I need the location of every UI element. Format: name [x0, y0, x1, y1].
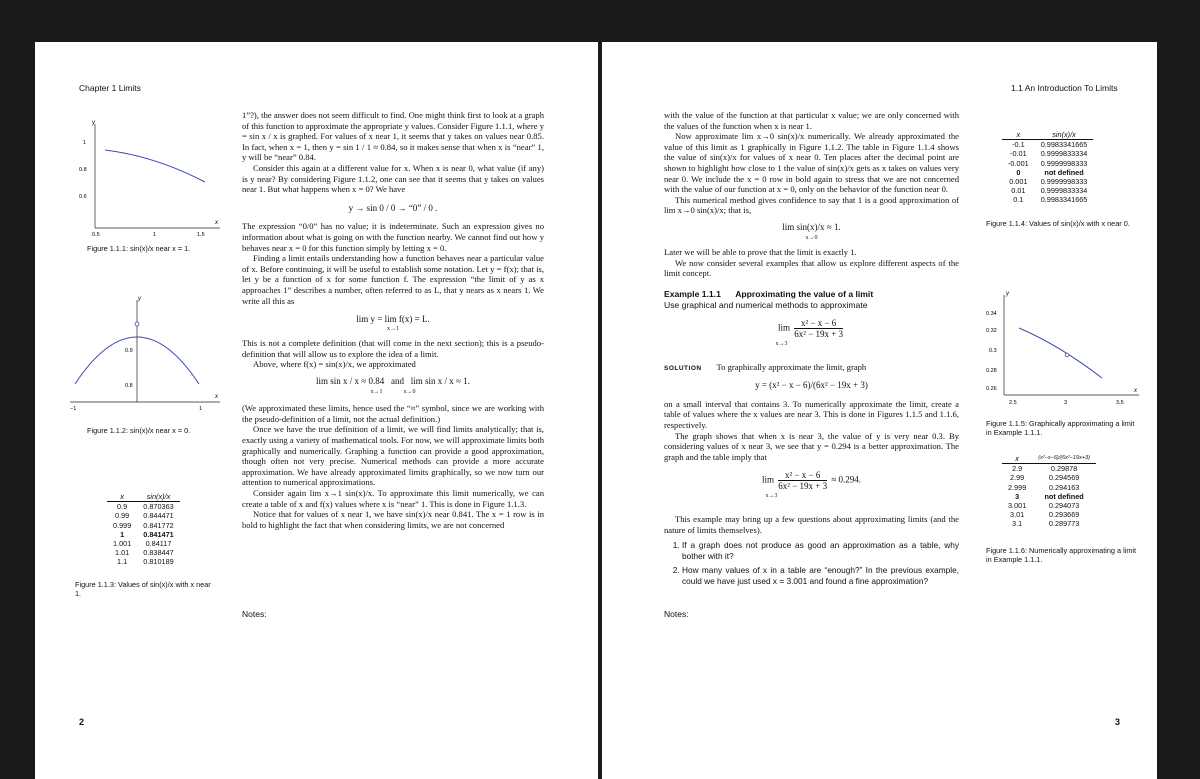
equation-text: lim sin x / x ≈ 0.84	[316, 376, 385, 387]
cell: 0.999	[113, 520, 132, 530]
ytick: 0.34	[986, 311, 997, 317]
function-curve	[1019, 328, 1102, 378]
figure-caption: Figure 1.1.1: sin(x)/x near x = 1.	[87, 244, 191, 253]
column-header: (x²−x−6)/(6x²−19x+3)	[1032, 454, 1096, 464]
xtick: −1	[70, 406, 77, 412]
cell: 3.1	[1012, 519, 1023, 529]
notes-label: Notes:	[242, 609, 267, 619]
column-header: x	[1002, 454, 1032, 464]
lim-symbol: lim	[761, 475, 774, 485]
x-axis-label: x	[1134, 388, 1137, 394]
y-axis-label: y	[138, 296, 141, 302]
x-axis-label: x	[215, 220, 218, 226]
xtick: 1.5	[197, 232, 205, 238]
cell: 0.9999998333	[1040, 158, 1088, 168]
equation-text: lim y = lim f(x) = L.	[356, 314, 430, 325]
y-axis-label: y	[1006, 291, 1009, 297]
equation-subscript: x→0	[805, 234, 818, 241]
figure-caption: Figure 1.1.5: Graphically approximating a limit in Example 1.1.1.	[986, 419, 1135, 437]
list-item: 1. If a graph does not produce as good an approximation as a table, why bother with it?	[682, 540, 959, 561]
table-header-row	[107, 492, 180, 502]
cell: 0.294163	[1048, 482, 1080, 492]
equation-text: lim sin(x)/x ≈ 1.	[782, 221, 841, 232]
values-table	[107, 492, 180, 567]
paragraph: Consider this again at a different value for x. When x is near 0, what value (if any) is y near? By considering Figure 1.1.2, one can see that it seems that y takes on values near 1. But what happens when x = 0? We have	[242, 162, 544, 195]
paragraph: The graph shows that when x is near 3, the value of y is very near 0.3. By considering values of x near 3, we see that y = 0.294 is a better approximation. The graph and the table imply that	[664, 430, 959, 462]
equation-subscript: x→0	[403, 388, 416, 395]
ytick: 0.6	[79, 194, 87, 200]
cell: 0.870363	[143, 502, 174, 512]
table-row	[1002, 140, 1093, 150]
table-row	[1002, 168, 1093, 177]
running-header: 1.1 An Introduction To Limits	[1011, 83, 1118, 93]
equation-text: lim sin x / x ≈ 1.	[410, 376, 470, 387]
equation-text: ≈ 0.294.	[831, 475, 862, 485]
cell: 0.9983341665	[1040, 195, 1088, 205]
column-header: sin(x)/x	[1035, 130, 1094, 140]
xtick: 1	[199, 406, 203, 412]
left-page	[35, 42, 598, 779]
fraction	[794, 318, 843, 339]
table-row	[107, 557, 180, 566]
cell: 0.294569	[1048, 473, 1080, 483]
solution-label: SOLUTION	[664, 364, 702, 372]
figure-caption: Figure 1.1.2: sin(x)/x near x = 0.	[87, 426, 191, 435]
paragraph: This numerical method gives confidence to say that 1 is a good approximation of lim x→0 sin(x)/x; that is,	[664, 194, 959, 216]
cell: 0	[1016, 167, 1021, 177]
figure-caption: Figure 1.1.3: Values of sin(x)/x with x near 1.	[75, 580, 211, 598]
table-header-row	[1002, 130, 1093, 140]
cell: 0.294073	[1048, 501, 1080, 511]
cell: -0.01	[1010, 149, 1027, 159]
cell: 0.29878	[1050, 464, 1078, 474]
table-row	[1002, 186, 1093, 195]
cell: 1.01	[115, 548, 130, 558]
paragraph: This is not a complete definition (that will come in the next section); this is a pseudo-definition that will allow us to explore the idea of a limit.	[242, 338, 544, 359]
y-axis-label: y	[92, 120, 95, 126]
fraction	[778, 470, 827, 491]
notes-label: Notes:	[664, 609, 689, 619]
cell: 0.841471	[143, 529, 174, 539]
paragraph: on a small interval that contains 3. To numerically approximate the limit, create a table of values where the x values are near 3. This is done in Figures 1.1.5 and 1.1.6, respectively.	[664, 398, 959, 431]
body-column	[664, 110, 959, 587]
table-row	[1002, 473, 1096, 482]
cell: 0.1	[1013, 195, 1024, 205]
figure-1-1-1	[75, 116, 225, 246]
table-row	[1002, 177, 1093, 186]
paragraph: Now approximate lim x→0 sin(x)/x numerically. We already approximated the value of this limit as 1 graphically in Figure 1.1.2. The table in Figure 1.1.4 shows the value of sin(x)/x for values of x near 0. Ten places after the decimal point are shown to highlight how close to 1 the value of sin(x)/x gets as x takes on values very near 0. We include the x = 0 row in bold again to stress that we are not concerned with the value of our function at x = 0, only on the behavior of the function near 0.	[664, 131, 959, 195]
running-header: Chapter 1 Limits	[79, 83, 141, 93]
cell: not defined	[1044, 491, 1084, 501]
cell: -0.001	[1008, 158, 1029, 168]
cell: 2.9	[1012, 464, 1023, 474]
paragraph: Above, where f(x) = sin(x)/x, we approximated	[253, 359, 416, 370]
ytick: 0.28	[986, 368, 997, 374]
values-table	[1002, 454, 1096, 529]
numerator: x² − x − 6	[778, 470, 827, 481]
cell: 1.1	[117, 557, 128, 567]
paragraph: Consider again lim x→1 sin(x)/x. To approximate this limit numerically, we can create a table of x and f(x) values where x is “near” 1. This is done in Figure 1.1.3.	[242, 488, 544, 509]
example-heading	[664, 289, 959, 300]
page-number: 3	[1115, 717, 1121, 727]
equation	[664, 222, 959, 243]
cell: 0.9983341665	[1040, 140, 1088, 150]
paragraph: The expression “0/0” has no value; it is indeterminate. Such an expression gives no information about what is going on with the function nearby. We cannot find out how y behaves near x = 0 for this function simply by letting x = 0.	[242, 221, 544, 253]
list-item: 2. How many values of x in a table are “enough?” In the previous example, could we have just used x = 3.001 and found a fine approximation?	[682, 565, 959, 586]
cell: 0.844471	[143, 511, 174, 521]
equation-subscripts	[242, 387, 544, 398]
paragraph: Finding a limit entails understanding how a function behaves near a particular value of x. Before continuing, it will be useful to establish some notation. Let y = f(x); that is, let y be a function of x for some function f. The expression “the limit of y as x approaches 1” describes a number, often referred to as L, that y nears as x nears 1. We write all this as	[242, 253, 544, 306]
question-list	[664, 540, 959, 586]
hole-marker	[135, 322, 139, 326]
xtick: 1	[153, 232, 157, 238]
cell: 2.99	[1010, 473, 1025, 483]
table-row	[1002, 464, 1096, 474]
column-header: x	[107, 492, 137, 502]
cell: 0.99	[115, 511, 130, 521]
xtick: 0.5	[92, 232, 100, 238]
equation-subscript: x→3	[765, 493, 778, 500]
equation	[664, 470, 959, 502]
paragraph: This example may bring up a few questions about approximating limits (and the nature of limits themselves).	[664, 514, 959, 535]
table-row	[1002, 492, 1096, 501]
sinx-over-x-curve	[105, 150, 205, 182]
denominator: 6x² − 19x + 3	[794, 329, 844, 340]
table-row	[107, 548, 180, 557]
table-row	[107, 511, 180, 520]
x-axis-label: x	[215, 394, 218, 400]
cell: 0.293669	[1048, 510, 1080, 520]
hole-marker	[1065, 353, 1069, 357]
numerator: x² − x − 6	[794, 318, 843, 329]
example-box	[664, 289, 959, 310]
paragraph: We now consider several examples that allow us explore different aspects of the limit concept.	[664, 257, 959, 279]
table-row	[1002, 149, 1093, 158]
cell: 0.01	[1011, 186, 1026, 196]
cell: 0.9999833334	[1040, 149, 1088, 159]
table-row	[107, 502, 180, 512]
ytick: 1	[83, 140, 87, 146]
column-header: sin(x)/x	[137, 492, 179, 502]
xtick: 2.5	[1009, 400, 1017, 406]
equation	[242, 314, 544, 334]
cell: 1	[120, 529, 125, 539]
cell: 1.001	[113, 539, 132, 549]
example-task: Use graphical and numerical methods to approximate	[664, 299, 868, 310]
xtick: 3	[1064, 400, 1068, 406]
cell: 3.001	[1008, 501, 1027, 511]
page-number: 2	[79, 717, 85, 727]
figure-1-1-2	[65, 292, 225, 417]
cell: 0.841772	[143, 520, 174, 530]
paragraph: Once we have the true definition of a limit, we will find limits analytically; that is, exactly using a variety of mathematical tools. For now, we will approximate limits both graphically and numerically. Graphing a function can provide a good approximation, though often not very precise. Numerical methods can provide a more accurate approximation. We have already approximated limits graphically, so we now turn our attention to numerical approximations.	[242, 424, 544, 488]
cell: 0.84117	[145, 539, 172, 549]
equation	[664, 318, 959, 350]
right-page	[602, 42, 1157, 779]
cell: not defined	[1044, 167, 1084, 177]
table-row	[1002, 510, 1096, 519]
xtick: 3.5	[1116, 400, 1124, 406]
cell: 0.289773	[1048, 519, 1080, 529]
table-row	[1002, 501, 1096, 510]
equation	[242, 376, 544, 397]
table-row	[1002, 483, 1096, 492]
solution-line	[664, 362, 959, 375]
equation: y → sin 0 / 0 → “0” / 0 .	[348, 202, 438, 213]
ytick: 0.26	[986, 386, 997, 392]
paragraph: 1”?), the answer does not seem difficult to find. One might think first to look at a graph of this function to approximate the appropriate y values. Consider Figure 1.1.1, where y = sin x / x is graphed. For values of x near 1, it seems that y takes on values near 0.85. In fact, when x = 1, then y = sin 1 / 1 ≈ 0.84, so it makes sense that when x is “near” 1, y will be “near” 0.84.	[242, 110, 544, 163]
cell: 0.9999998333	[1040, 177, 1088, 187]
example-label: Example 1.1.1	[664, 288, 721, 299]
figure-caption: Figure 1.1.4: Values of sin(x)/x with x near 0.	[986, 219, 1130, 228]
lim-symbol: lim	[777, 322, 790, 333]
table-row	[107, 530, 180, 539]
cell: 2.999	[1008, 482, 1027, 492]
paragraph: (We approximated these limits, hence used the “≈” symbol, since we are working with the pseudo-definition of a limit, not the actual definition.)	[242, 403, 544, 424]
equation-subscript: x→1	[370, 388, 383, 395]
ytick: 0.9	[125, 348, 133, 354]
column-header: x	[1002, 130, 1035, 140]
figure-caption: Figure 1.1.6: Numerically approximating a limit in Example 1.1.1.	[986, 546, 1137, 564]
cell: 0.838447	[143, 548, 174, 558]
table-row	[1002, 519, 1096, 528]
equation-subscript: x→1	[387, 325, 399, 332]
ytick: 0.8	[125, 383, 133, 389]
paragraph: Notice that for values of x near 1, we have sin(x)/x near 0.841. The x = 1 row is in bold to highlight the fact that when considering limits, we are not concerned	[242, 509, 544, 530]
ytick: 0.32	[986, 328, 997, 334]
table-row	[1002, 159, 1093, 168]
values-table	[1002, 130, 1093, 205]
paragraph: with the value of the function at that particular x value; we are only concerned with the values of the function when x is near 1.	[664, 110, 959, 131]
denominator: 6x² − 19x + 3	[778, 481, 828, 492]
cell: 3.01	[1010, 510, 1025, 520]
equation-subscript: x→3	[775, 341, 788, 348]
cell: 3	[1015, 491, 1020, 501]
equation-text: and	[391, 376, 404, 387]
equation: y = (x² − x − 6)/(6x² − 19x + 3)	[755, 380, 868, 391]
paragraph: Later we will be able to prove that the limit is exactly 1.	[664, 247, 857, 258]
table-header-row	[1002, 454, 1096, 464]
body-column	[242, 110, 544, 530]
cell: 0.9999833334	[1040, 186, 1088, 196]
ytick: 0.3	[989, 348, 997, 354]
cell: 0.810189	[143, 557, 174, 567]
solution-text: To graphically approximate the limit, graph	[716, 361, 867, 372]
table-row	[1002, 195, 1093, 204]
figure-1-1-5	[984, 290, 1144, 410]
example-title: Approximating the value of a limit	[735, 288, 874, 299]
cell: -0.1	[1012, 140, 1025, 150]
table-row	[107, 539, 180, 548]
ytick: 0.8	[79, 167, 87, 173]
cell: 0.9	[117, 502, 128, 512]
table-row	[107, 521, 180, 530]
cell: 0.001	[1009, 177, 1028, 187]
